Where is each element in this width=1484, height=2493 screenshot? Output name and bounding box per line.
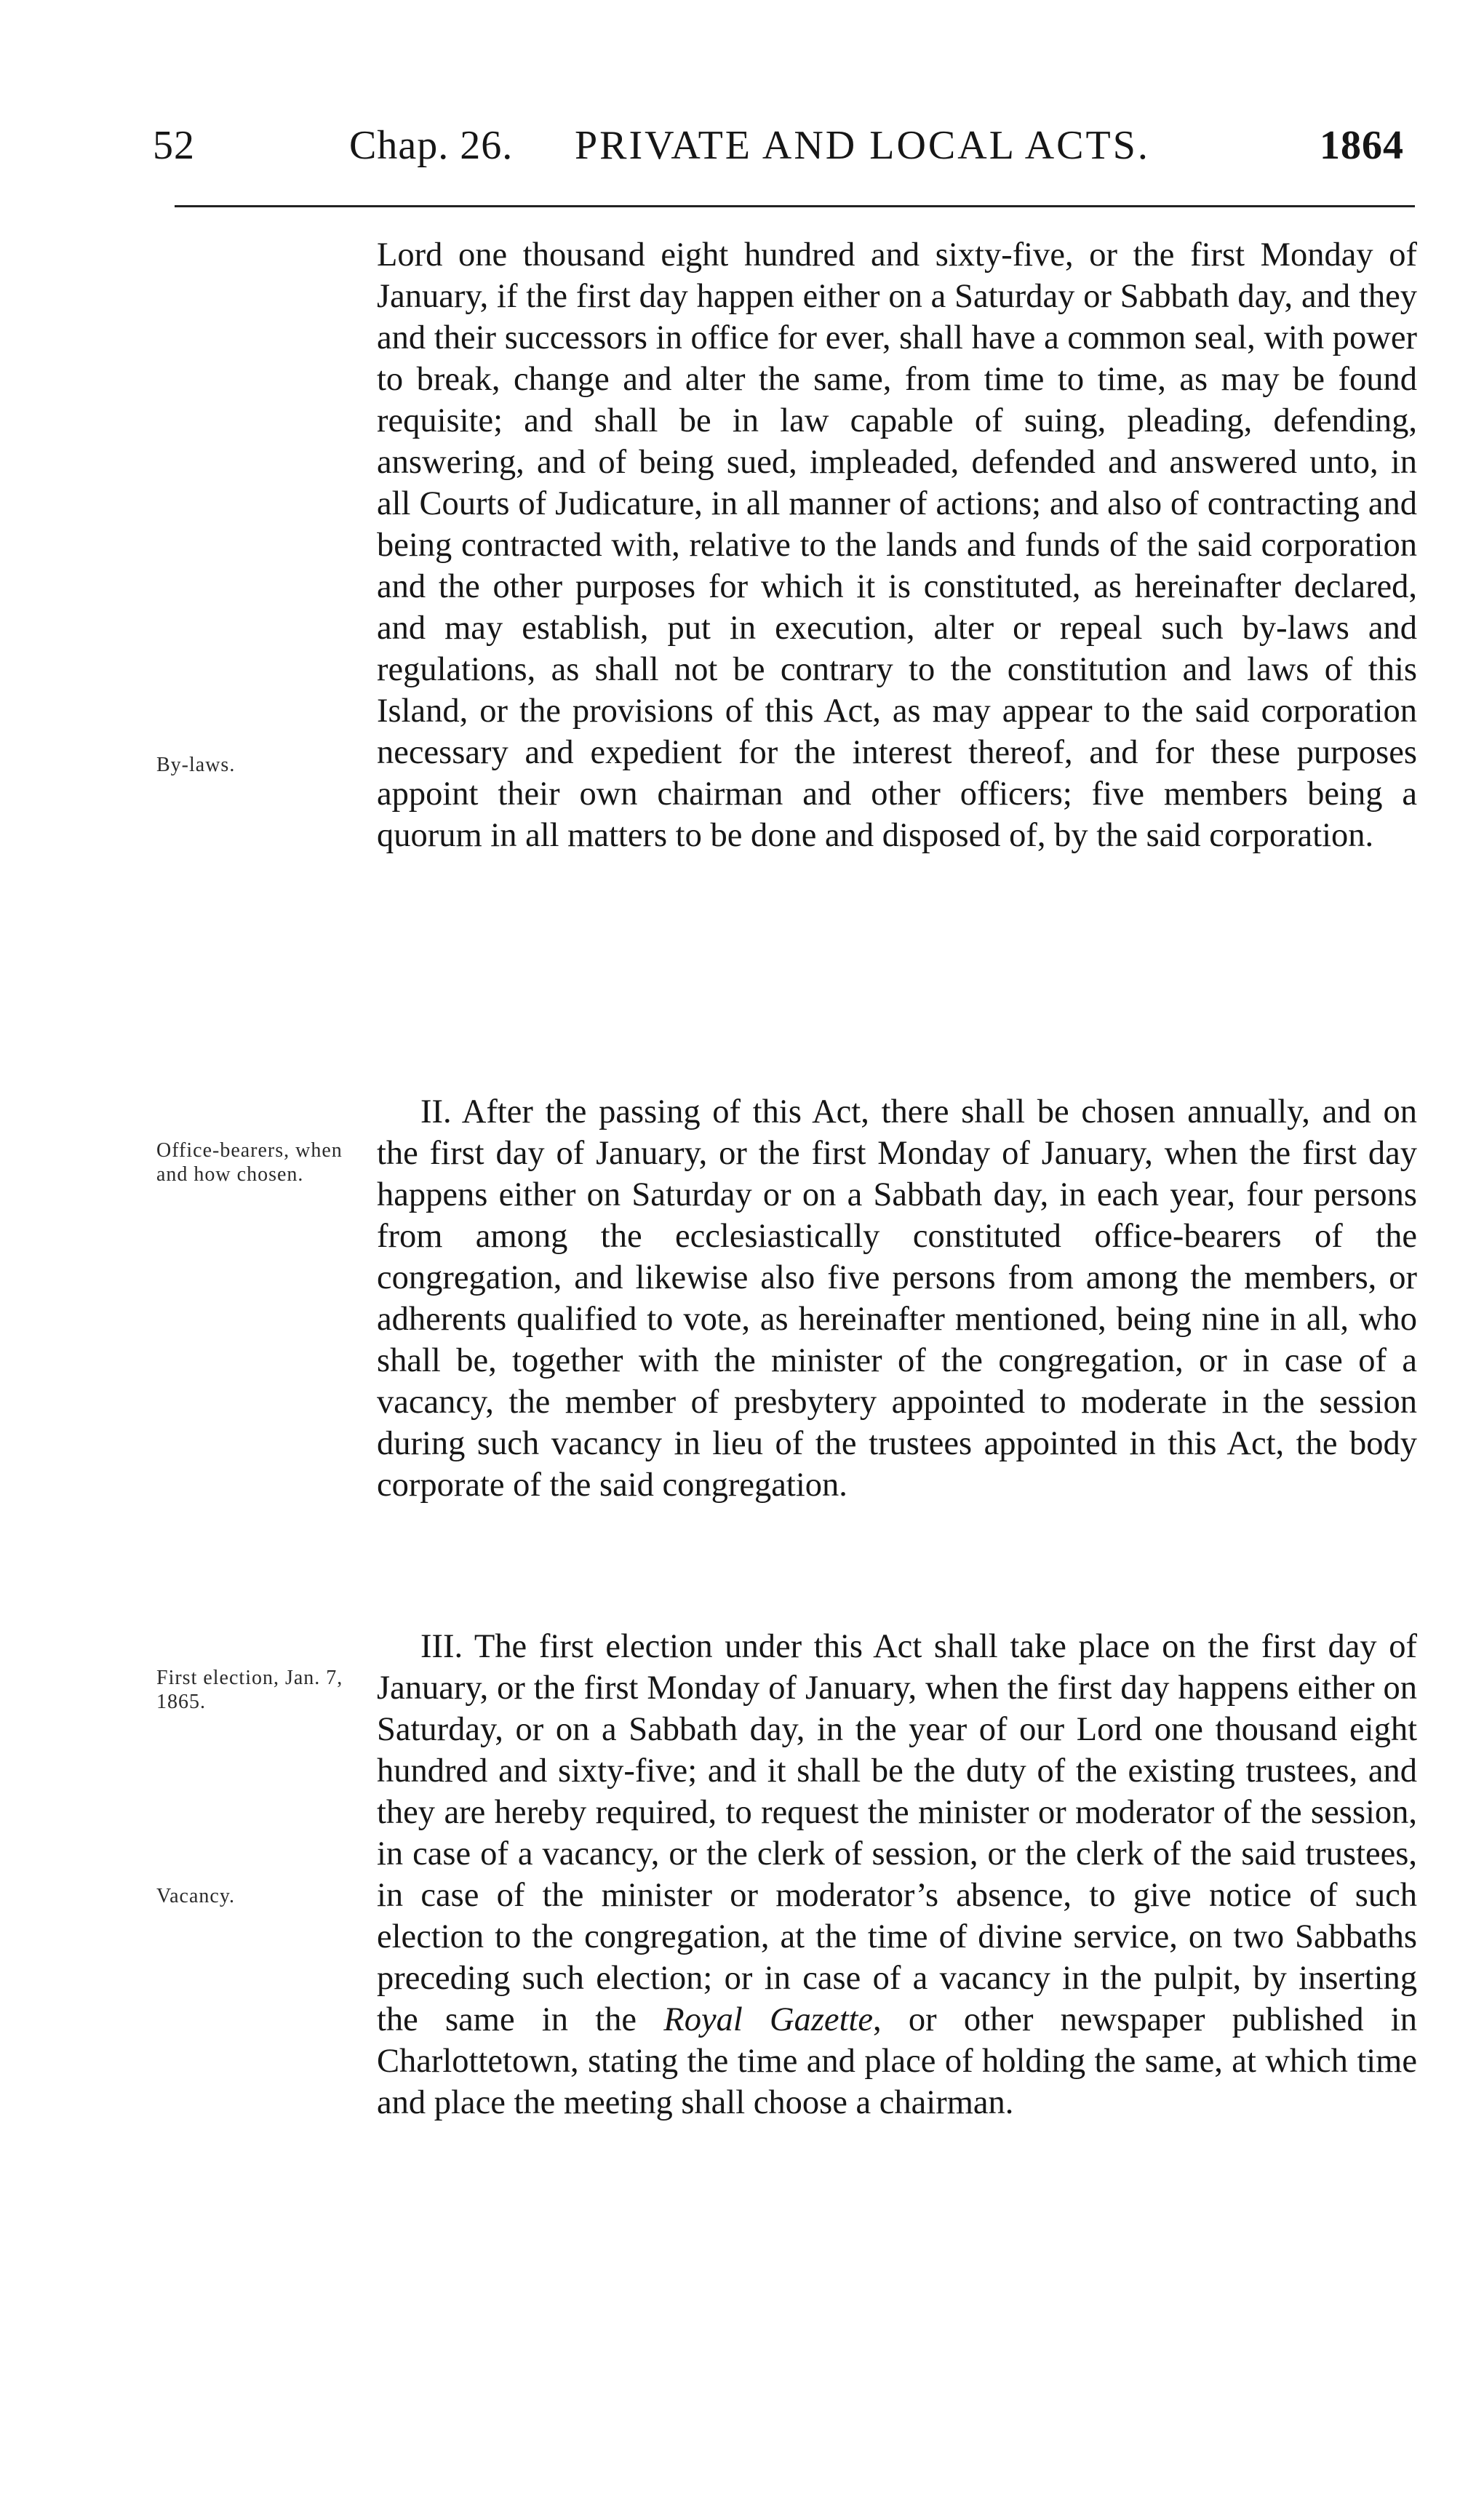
margin-note-office-bearers: Office-bearers, when and how chosen. <box>156 1139 343 1186</box>
page-number: 52 <box>153 123 195 168</box>
paragraph-continuation <box>377 234 1417 856</box>
margin-note-bylaws: By-laws. <box>156 754 236 776</box>
paragraph-text-part: III. The first election under this Act shall take place on the first day of January, or the first Monday of January, when the first day happens either on Saturday, or on a Sabbath day, in the year of our Lord one thousand eight hundred and sixty-five; and it shall be the duty of the existing trustees, and they are hereby required, to request the minister or moderator of the session, in case of a vacancy, or the clerk of session, or the clerk of the said trustees, in case of the minister or moderator’s absence, to give notice of such election to the congregation, at the time of divine service, on two Sabbaths preceding such election; or in case of a vacancy in the pulpit, by inserting the same in the <box>377 1628 1417 2038</box>
page-header <box>153 122 1404 179</box>
section-2-paragraph <box>377 1091 1417 1506</box>
header-year: 1864 <box>1320 123 1404 168</box>
paragraph-text-part: , or other newspaper published in Charlottetown, stating the time and place of holding the same, at which time and place the meeting shall choose a chairman. <box>377 2001 1417 2121</box>
chapter-label: Chap. 26. <box>349 123 514 168</box>
paragraph-text <box>377 1626 1417 2123</box>
paragraph-text: II. After the passing of this Act, there shall be chosen annually, and on the first day of January, or the first Monday of January, when the first day happens either on Saturday or on a Sabbath day, in each year, four persons from among the ecclesiastically constituted office-bearers of the congregation, and likewise also five persons from among the members, or adherents qualified to vote, as hereinafter mentioned, being nine in all, who shall be, together with the minister of the congregation, or in case of a vacancy, the member of presbytery appointed to moderate in the session during such vacancy in lieu of the trustees appointed in this Act, the body corporate of the said congregation. <box>377 1093 1417 1504</box>
paragraph-text: Lord one thousand eight hundred and sixty-five, or the first Monday of January, if the first day happen either on a Saturday or Sabbath day, and they and their successors in office for ever, shall have a common seal, with power to break, change and alter the same, from time to time, as may be found requisite; and shall be in law capable of suing, pleading, defending, answering, and of being sued, impleaded, defended and answered unto, in all Courts of Judicature, in all manner of actions; and also of contracting and being contracted with, relative to the lands and funds of the said corporation and the other purposes for which it is constituted, as hereinafter declared, and may establish, put in execution, alter or repeal such by-laws and regulations, as shall not be contrary to the constitution and laws of this Island, or the provisions of this Act, as may appear to the said corporation necessary and expedient for the interest thereof, and for these purposes appoint their own chairman and other officers; five members being a quorum in all matters to be done and disposed of, by the said corporation. <box>377 236 1417 854</box>
running-title: PRIVATE AND LOCAL ACTS. <box>575 123 1150 168</box>
margin-note-first-election: First election, Jan. 7, 1865. <box>156 1667 343 1713</box>
newspaper-title: Royal Gazette <box>663 2001 874 2038</box>
section-3-paragraph <box>377 1626 1417 2123</box>
header-rule <box>175 205 1415 207</box>
margin-note-vacancy: Vacancy. <box>156 1885 236 1907</box>
